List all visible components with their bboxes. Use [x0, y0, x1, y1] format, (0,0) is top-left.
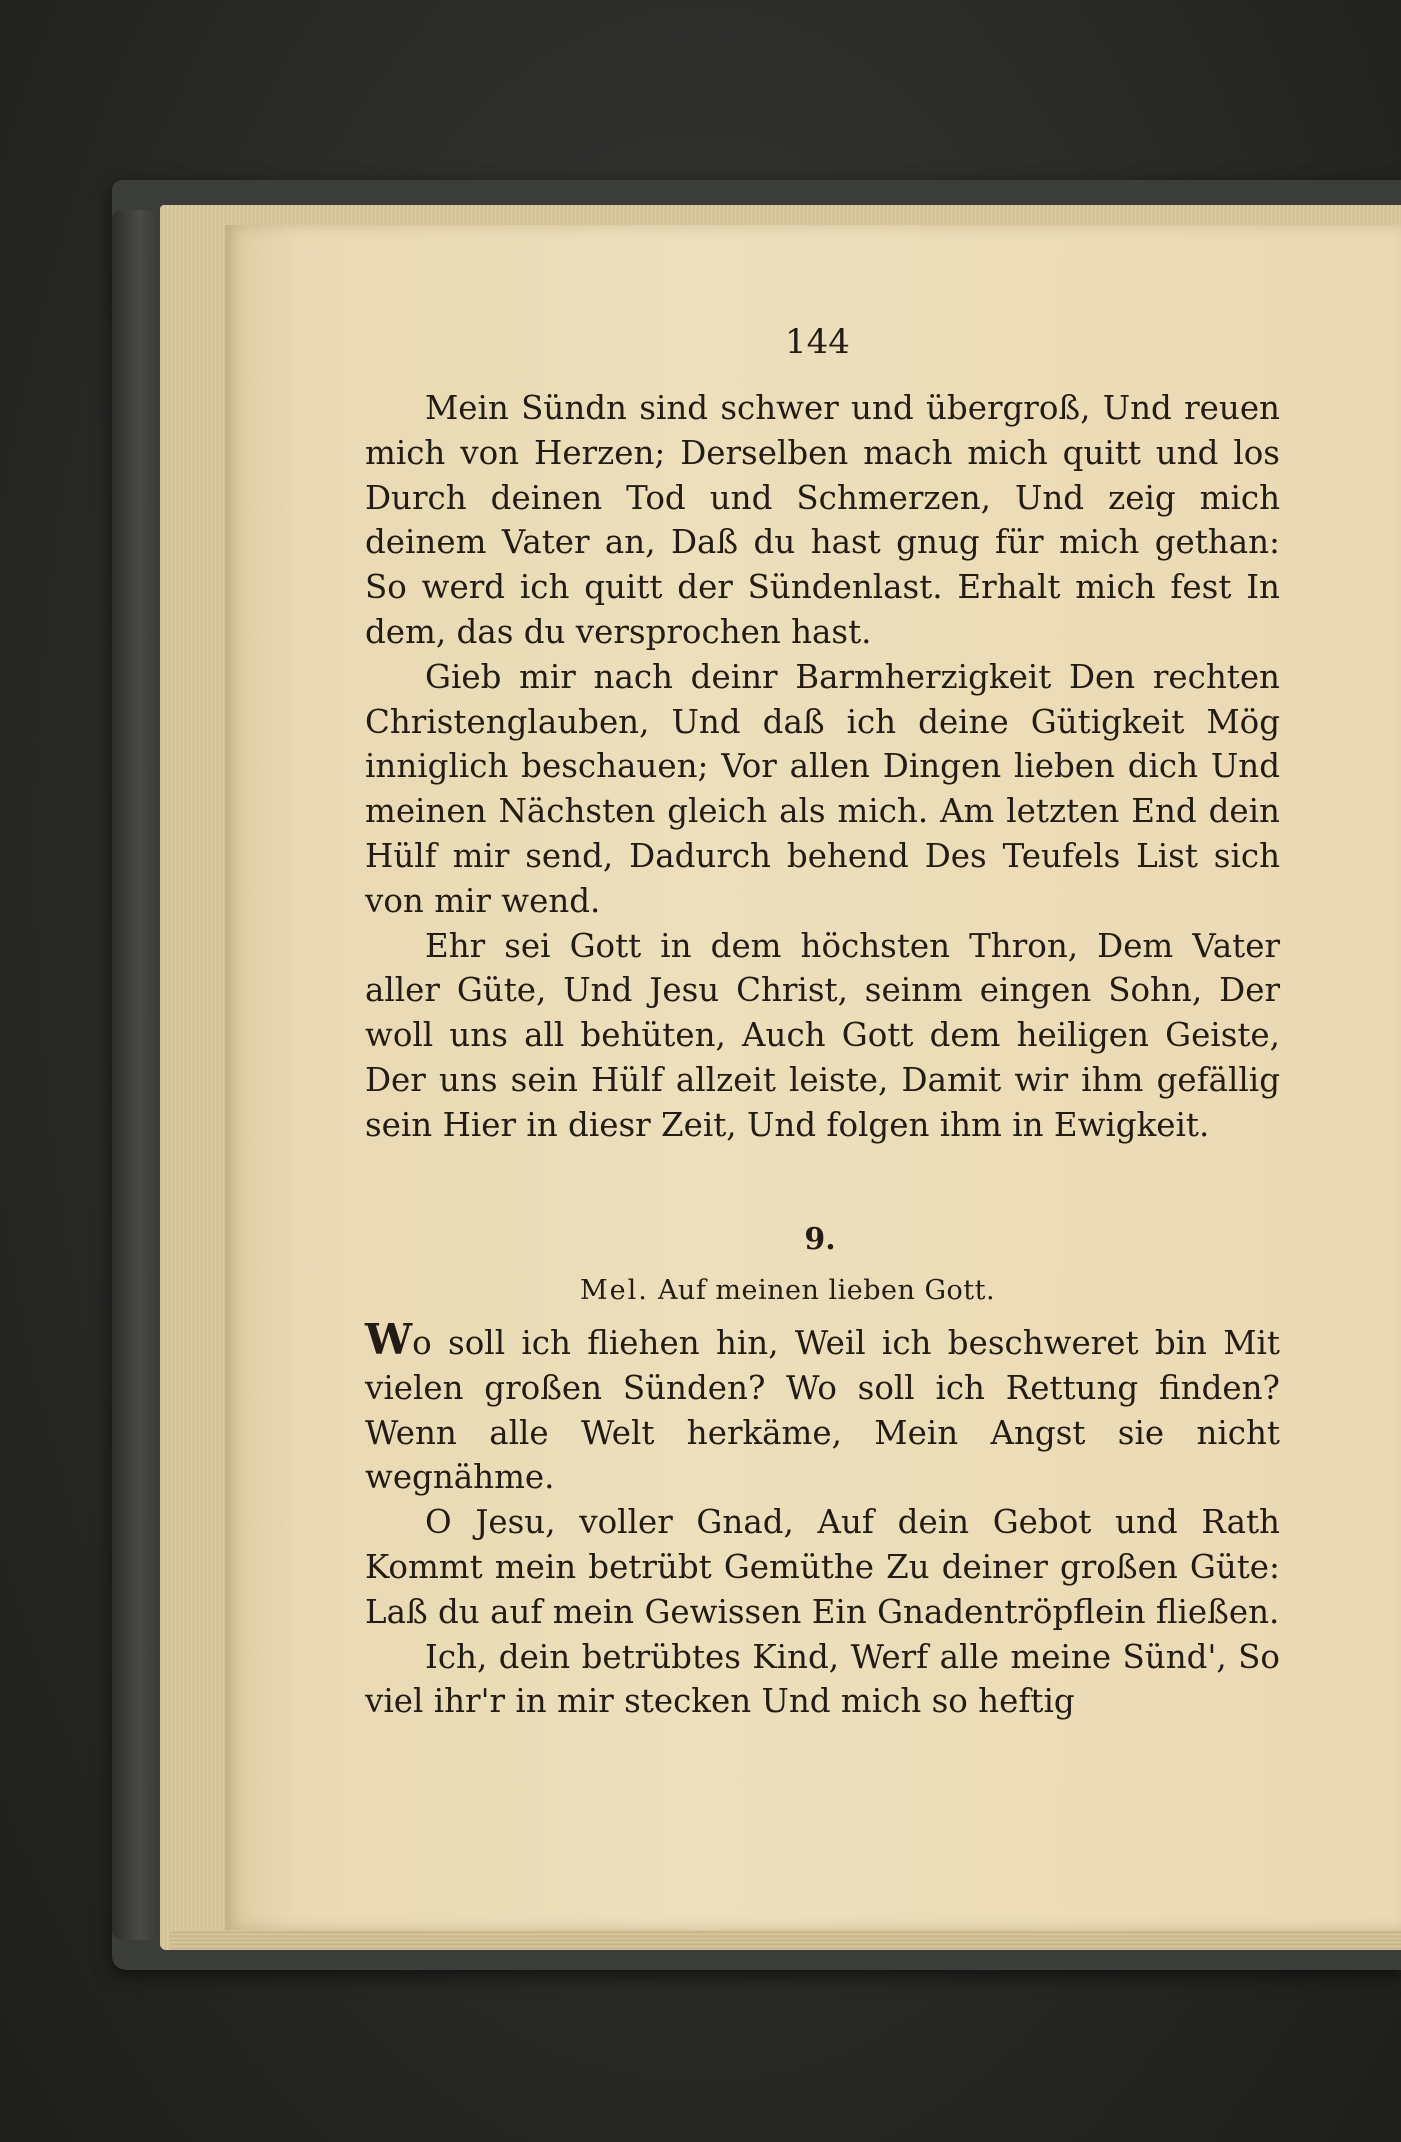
verse-paragraph: Gieb mir nach deinr Barmherzigkeit Den rechten Christenglauben, Und daß ich deine Gütigkeit Mög inniglich beschauen; Vor allen Dingen lieben dich Und meinen Nächsten gleich als mich. Am letzten End dein Hülf mir send, Dadurch behend Des Teufels List sich von mir wend. — [365, 657, 1280, 920]
verse-paragraph — [365, 1315, 1280, 1500]
verse-paragraph: O Jesu, voller Gnad, Auf dein Gebot und Rath Kommt mein betrübt Gemüthe Zu deiner großen Güte: Laß du auf mein Gewissen Ein Gnadentröpflein fließen. — [365, 1503, 1280, 1631]
verse-paragraph: Ehr sei Gott in dem höchsten Thron, Dem Vater aller Güte, Und Jesu Christ, seinm eingen Sohn, Der woll uns all behüten, Auch Gott dem heiligen Geiste, Der uns sein Hülf allzeit leiste, Damit wir ihm gefällig sein Hier in diesr Zeit, Und folgen ihm in Ewigkeit. — [365, 926, 1280, 1144]
verse-paragraph: Mein Sündn sind schwer und übergroß, Und reuen mich von Herzen; Derselben mach mich quitt und los Durch deinen Tod und Schmerzen, Und zeig mich deinem Vater an, Daß du hast gnug für mich gethan: So werd ich quitt der Sündenlast. Erhalt mich fest In dem, das du versprochen hast. — [365, 389, 1280, 651]
verse-first-text: o soll ich fliehen hin, Weil ich beschweret bin Mit vielen großen Sünden? Wo soll ich Rettung finden? Wenn alle Welt herkäme, Mein Angst sie nicht wegnähme. — [365, 1324, 1280, 1497]
page-edges-bottom — [170, 1930, 1401, 1950]
melody-label: Mel. — [580, 1275, 649, 1306]
page-number: 144 — [785, 322, 850, 362]
hymn-verses — [365, 1315, 1280, 1724]
hymn-verses-continued — [365, 322, 1280, 1148]
verse-paragraph: Ich, dein betrübtes Kind, Werf alle meine Sünd', So viel ihr'r in mir stecken Und mich so heftig — [365, 1637, 1280, 1721]
book-spine — [112, 210, 158, 1940]
melody-line — [580, 1275, 1080, 1306]
hymn-number: 9. — [804, 1222, 836, 1257]
melody-title: Auf meinen lieben Gott. — [657, 1275, 996, 1306]
drop-initial: W — [365, 1315, 413, 1364]
